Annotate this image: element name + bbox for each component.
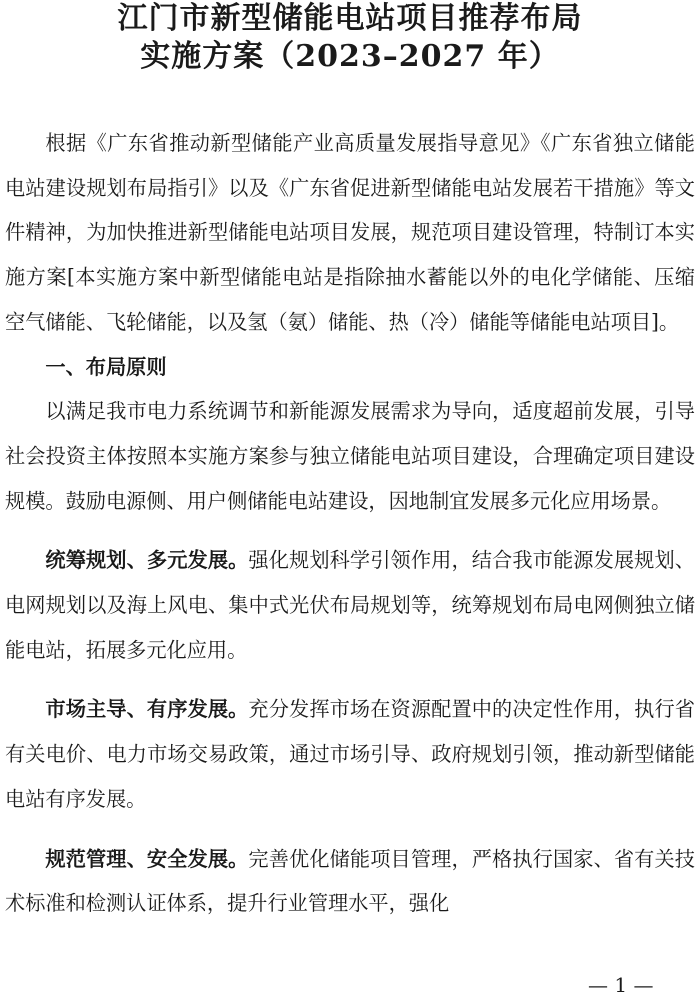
principle-text: 完善优化储能项目管理，严格执行国家、省有关技术标准和检测认证体系，提升行业管理水平，强化: [5, 846, 695, 916]
principle-title: 规范管理、安全发展。: [45, 846, 249, 871]
section-heading-layout-principles: 一、布局原则: [45, 354, 167, 379]
document-title-line-1: 江门市新型储能电站项目推荐布局: [117, 1, 583, 36]
principle-paragraph-2: [5, 687, 695, 821]
principle-text: 充分发挥市场在资源配置中的决定性作用，执行省有关电价、电力市场交易政策，通过市场引导、政府规划引领，推动新型储能电站有序发展。: [5, 697, 695, 811]
principle-text: 强化规划科学引领作用，结合我市能源发展规划、电网规划以及海上风电、集中式光伏布局规划等，统筹规划布局电网侧独立储能电站，拓展多元化应用。: [5, 548, 695, 662]
principle-paragraph-3: [5, 837, 695, 926]
document-title-line-2: 实施方案（2023–2027 年）: [140, 39, 560, 74]
page-number: — 1 —: [588, 973, 654, 997]
intro-paragraph: 根据《广东省推动新型储能产业高质量发展指导意见》《广东省独立储能电站建设规划布局指引》以及《广东省促进新型储能电站发展若干措施》等文件精神，为加快推进新型储能电站项目发展，规范项目建设管理，特制订本实施方案[本实施方案中新型储能电站是指除抽水蓄能以外的电化学储能、压缩空气储能、飞轮储能，以及氢（氨）储能、热（冷）储能等储能电站项目]。: [5, 131, 695, 334]
section-paragraph: 以满足我市电力系统调节和新能源发展需求为导向，适度超前发展，引导社会投资主体按照本实施方案参与独立储能电站项目建设，合理确定项目建设规模。鼓励电源侧、用户侧储能电站建设，因地制宜发展多元化应用场景。: [5, 399, 695, 513]
principle-title: 统筹规划、多元发展。: [45, 548, 249, 573]
document-body: [5, 121, 695, 926]
principle-paragraph-1: [5, 538, 695, 672]
principle-title: 市场主导、有序发展。: [45, 697, 249, 722]
